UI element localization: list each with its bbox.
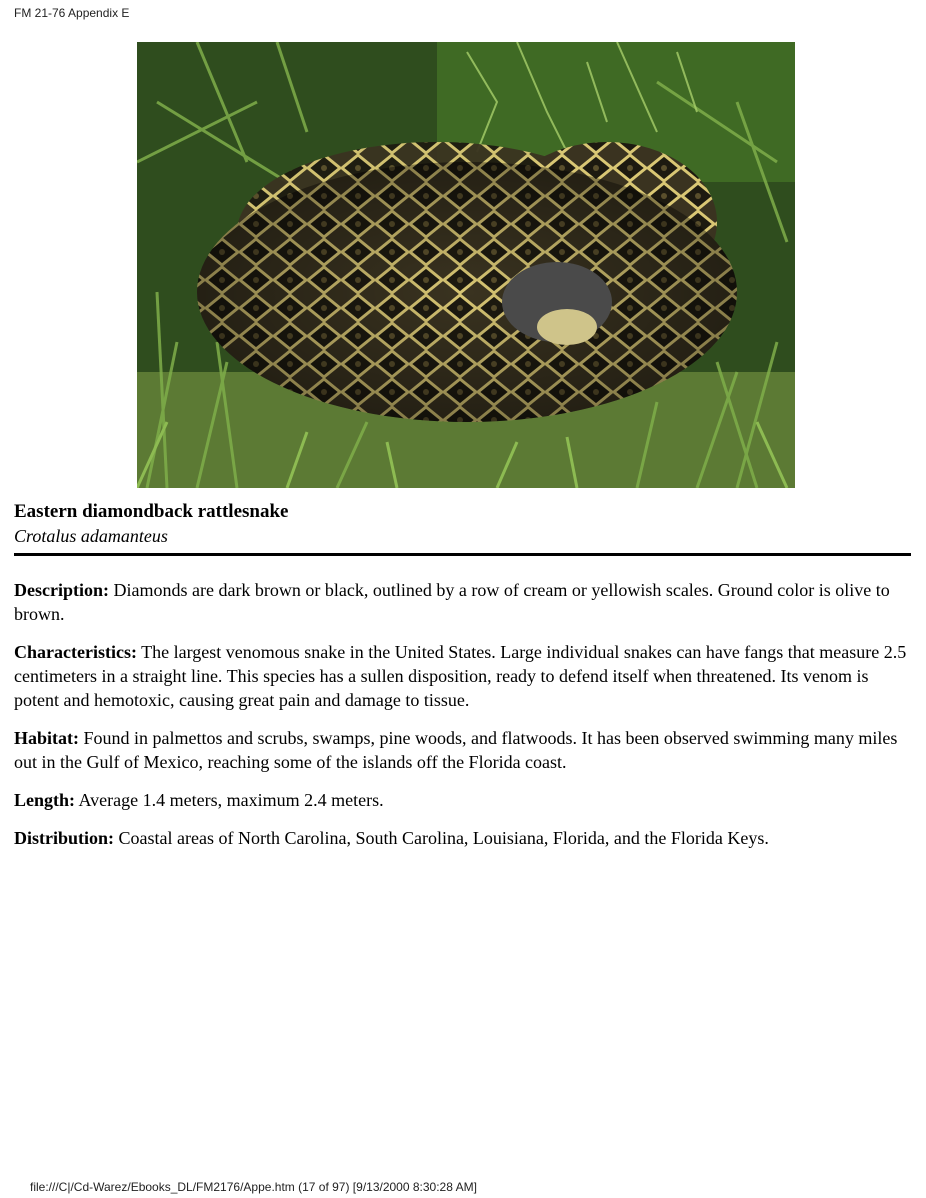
- description-label: Description:: [14, 580, 109, 600]
- length-paragraph: [14, 788, 912, 812]
- habitat-paragraph: [14, 726, 912, 774]
- page-header: FM 21-76 Appendix E: [14, 6, 130, 20]
- description-paragraph: [14, 578, 912, 626]
- distribution-text: Coastal areas of North Carolina, South Carolina, Louisiana, Florida, and the Florida Keys.: [114, 828, 769, 848]
- distribution-label: Distribution:: [14, 828, 115, 848]
- length-label: Length:: [14, 790, 76, 810]
- description-text: Diamonds are dark brown or black, outlined by a row of cream or yellowish scales. Ground color is olive to brown.: [14, 580, 890, 624]
- habitat-label: Habitat:: [14, 728, 79, 748]
- common-name: Eastern diamondback rattlesnake: [14, 501, 289, 522]
- page-footer: file:///C|/Cd-Warez/Ebooks_DL/FM2176/Appe.htm (17 of 97) [9/13/2000 8:30:28 AM]: [30, 1180, 477, 1194]
- characteristics-paragraph: [14, 640, 912, 712]
- species-title-block: [14, 500, 288, 548]
- characteristics-label: Characteristics:: [14, 642, 137, 662]
- habitat-text: Found in palmettos and scrubs, swamps, pine woods, and flatwoods. It has been observed swimming many miles out in the Gulf of Mexico, reaching some of the islands off the Florida coast.: [14, 728, 898, 772]
- scientific-name: Crotalus adamanteus: [14, 526, 168, 546]
- species-details: [14, 578, 912, 864]
- snake-photo: [137, 42, 795, 488]
- length-text: Average 1.4 meters, maximum 2.4 meters.: [75, 790, 384, 810]
- divider: [14, 553, 911, 556]
- distribution-paragraph: [14, 826, 912, 850]
- characteristics-text: The largest venomous snake in the United States. Large individual snakes can have fangs that measure 2.5 centimeters in a straight line. This species has a sullen disposition, ready to defend itself when threatened. Its venom is potent and hemotoxic, causing great pain and damage to tissue.: [14, 642, 907, 710]
